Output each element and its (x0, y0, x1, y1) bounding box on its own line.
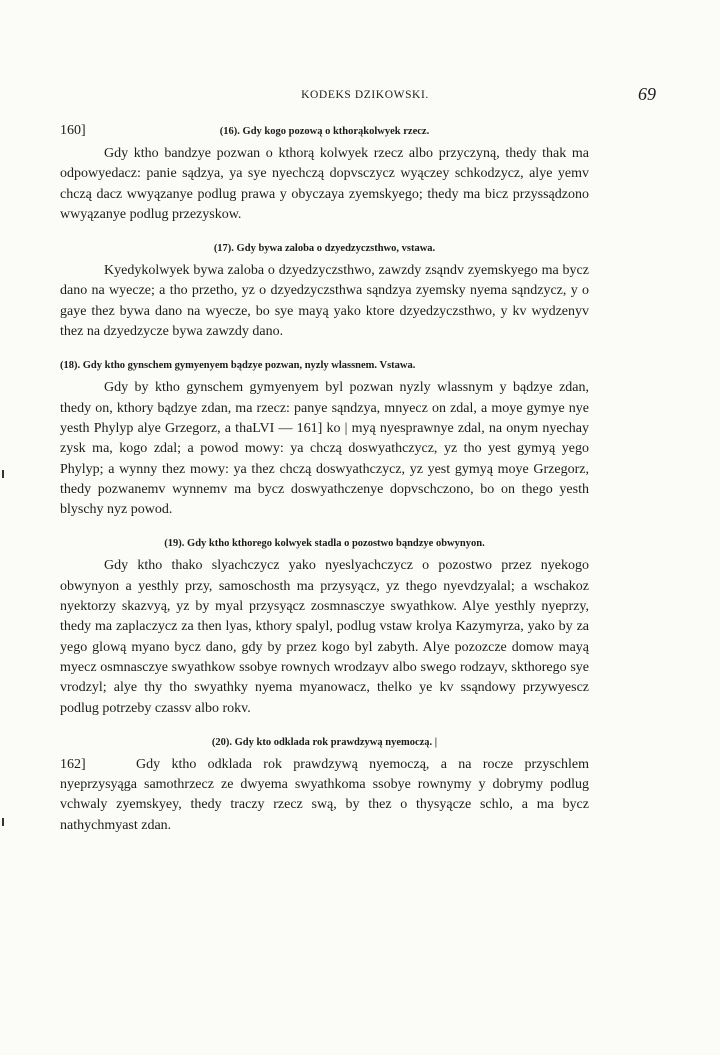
running-head (70, 86, 660, 106)
running-title: KODEKS DZIKOWSKI. (301, 89, 429, 101)
section-18 (60, 356, 589, 520)
section-19-heading-row (60, 534, 589, 556)
section-heading: (17). Gdy bywa zaloba o dzyedzyczsthwo, vstawa. (213, 243, 436, 255)
section-17-heading-row (60, 239, 589, 261)
section-17 (60, 239, 589, 342)
section-16 (60, 122, 589, 225)
section-paragraph: Kyedykolwyek bywa zaloba o dzyedzyczsthwo, zawzdy zsąndv zyemskyego ma bycz dano na wyecze; a tho przetho, yz o dzyedzyczsthwa sąndzya zyemsky nyema sąndzycz, y o gaye thez bywa dano na wyecze, bo sye mayą yako ktore dzyedzyczsthwo, y kv wydzenyv thez na dzyedzycze bywa zawzdy dano. (60, 263, 589, 340)
section-heading: (20). Gdy kto odklada rok prawdzywą nyemoczą. | (211, 736, 438, 748)
section-heading: (18). Gdy ktho gynschem gymyenyem bądzye pozwan, nyzly wlassnem. Vstawa. (60, 360, 416, 372)
section-paragraph: Gdy ktho thako slyachczycz yako nyeslyachczycz o pozostwo przez nyekogo obwynyon a yesthly przy, samoschosth ma przysyącz, yz thego nyevdzyalal; a wschakoz nyektorzy skazvyą, yz by myal przysyącz zosmnasczye swyathkow. Alye yesthly nyeprzy, thedy ma zaplaczycz za then lyas, kthory spalyl, podlug vstaw krolya Kazymyrza, yako by za yego glową myano bycz dano, gdy by przez kogo byl zabyth. Alye pozozcze domow mayą myecz osmnasczye swyathkow ssobye rownych wrodzayv albo swego rodzayv, skthorego sye vrodzyl; alye thy tho swyathky nyema myanowacz, thelko ye kv ssąndowy przywyescz podlug potrzeby czassv albo rokv. (60, 558, 589, 716)
section-heading: (19). Gdy ktho kthorego kolwyek stadla o pozostwo bąndzye obwynyon. (164, 538, 485, 550)
document-body (60, 122, 589, 846)
section-20-heading-row (60, 733, 589, 755)
scan-edge-mark (2, 470, 4, 478)
section-text: Gdy ktho odklada rok prawdzywą nyemoczą, a na rocze przyschlem nyeprzysyąga samothrzecz ze dwyema swyathkoma ssobye rownymy y dobrymy podlug vchwaly zyemskyey, thedy traczy rzecz swą, by thez o thysyącze schlo, a ma bycz nathychmyast zdan. (60, 756, 589, 833)
section-18-heading-row (60, 356, 589, 378)
section-paragraph (60, 755, 589, 836)
section-heading: (16). Gdy kogo pozową o kthorąkolwyek rzecz. (219, 126, 430, 137)
margin-reference: 160] (60, 123, 86, 138)
section-paragraph: Gdy ktho bandzye pozwan o kthorą kolwyek rzecz albo przyczyną, thedy thak ma odpowyedacz: panie sądzya, ya sye nyechczą dopvsczycz wyączey schkodzycz, alye yemv chczą dacz wwyązanye podlug prawa y obyczaya zyemskyego; thedy ma bicz przyssądzono wwyązanye podlug przezyskow. (60, 146, 589, 222)
section-16-heading-row (60, 122, 589, 144)
scan-edge-mark (2, 818, 4, 826)
section-20 (60, 733, 589, 836)
section-19 (60, 534, 589, 718)
page-number: 69 (638, 84, 656, 104)
section-paragraph: Gdy by ktho gynschem gymyenyem byl pozwan nyzly wlassnym y bądzye zdan, thedy on, kthory bądzye zdan, ma rzecz: panye sąndzya, mnyecz on zdal, a moye gymye nye yesth Phylyp alye Grzegorz, a thaLVI — 161] ko | myą nyesprawnye zdal, na onym nyechay zysk ma, kogo zdal; a powod mowy: ya chczą doswyathczycz, yz tho yest gymyą yego Phylyp; a wynny thez mowy: ya thez chczą doswyathczycz, yz yest gymyą moye Grzegorz, thedy pozwanemv wynnemv ma bycz doswyathczenye dopvschczono, bo on thego yesth blyschy nyz powod. (60, 380, 589, 518)
margin-reference: 162] (60, 756, 86, 772)
